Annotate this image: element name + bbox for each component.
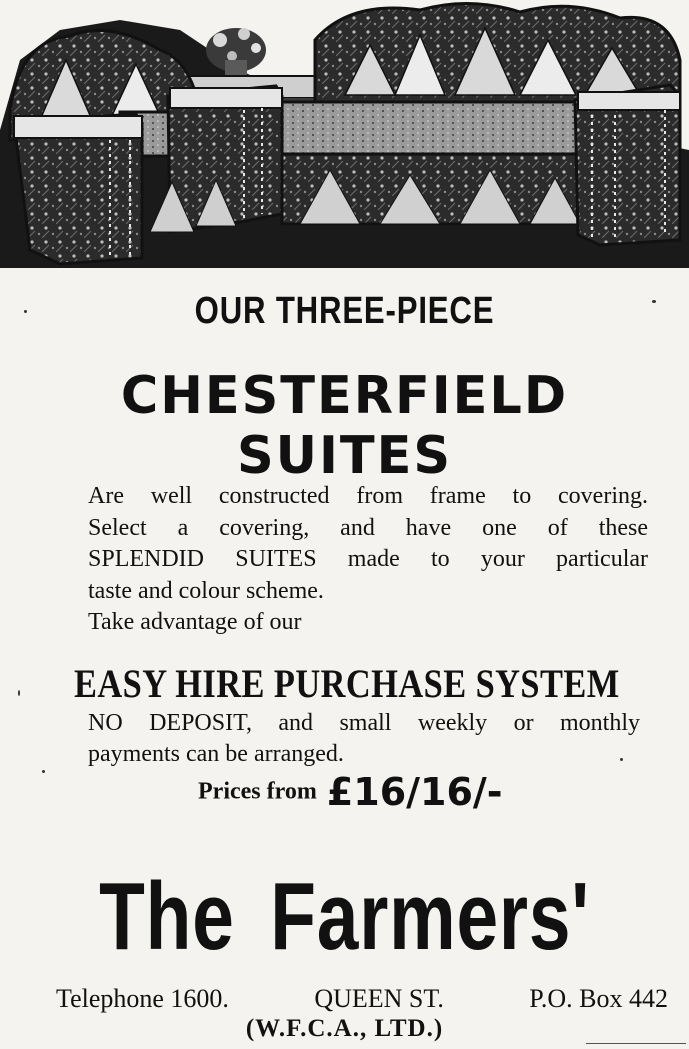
headline-line-1: OUR THREE-PIECE	[194, 290, 495, 332]
print-speck	[18, 690, 20, 696]
body-line-4: taste and colour scheme.	[88, 577, 324, 604]
body-line-5: Take advantage of our	[88, 609, 302, 635]
sofa-and-armchair-illustration	[0, 0, 689, 268]
bottom-rule	[586, 1043, 686, 1044]
telephone: Telephone 1600.	[56, 984, 229, 1013]
prices-label: Prices from	[198, 778, 317, 805]
po-box: P.O. Box 442	[529, 984, 668, 1013]
offer-heading: EASY HIRE PURCHASE SYSTEM	[74, 661, 620, 706]
offer-line-1: NO DEPOSIT, and small weekly or monthly	[88, 710, 640, 736]
prices-value: £16/16/-	[326, 770, 503, 814]
body-copy	[88, 481, 648, 639]
body-line-1: Are well constructed from frame to covering.	[88, 483, 648, 509]
print-speck	[652, 300, 656, 303]
offer-line-2: payments can be arranged.	[88, 741, 344, 767]
print-speck	[24, 310, 27, 313]
print-speck	[620, 758, 623, 761]
price-line	[198, 770, 503, 814]
headline-line-2: CHESTERFIELD SUITES	[120, 366, 569, 486]
body-line-2: Select a covering, and have one of these	[88, 514, 648, 541]
company-name: (W.F.C.A., LTD.)	[245, 1015, 444, 1042]
contact-row	[56, 984, 668, 1014]
body-line-3: SPLENDID SUITES made to your particular	[88, 546, 648, 572]
offer-terms	[88, 708, 640, 770]
store-name: The Farmers'	[99, 863, 590, 970]
street-address: QUEEN ST.	[314, 984, 444, 1013]
print-speck	[42, 770, 45, 773]
